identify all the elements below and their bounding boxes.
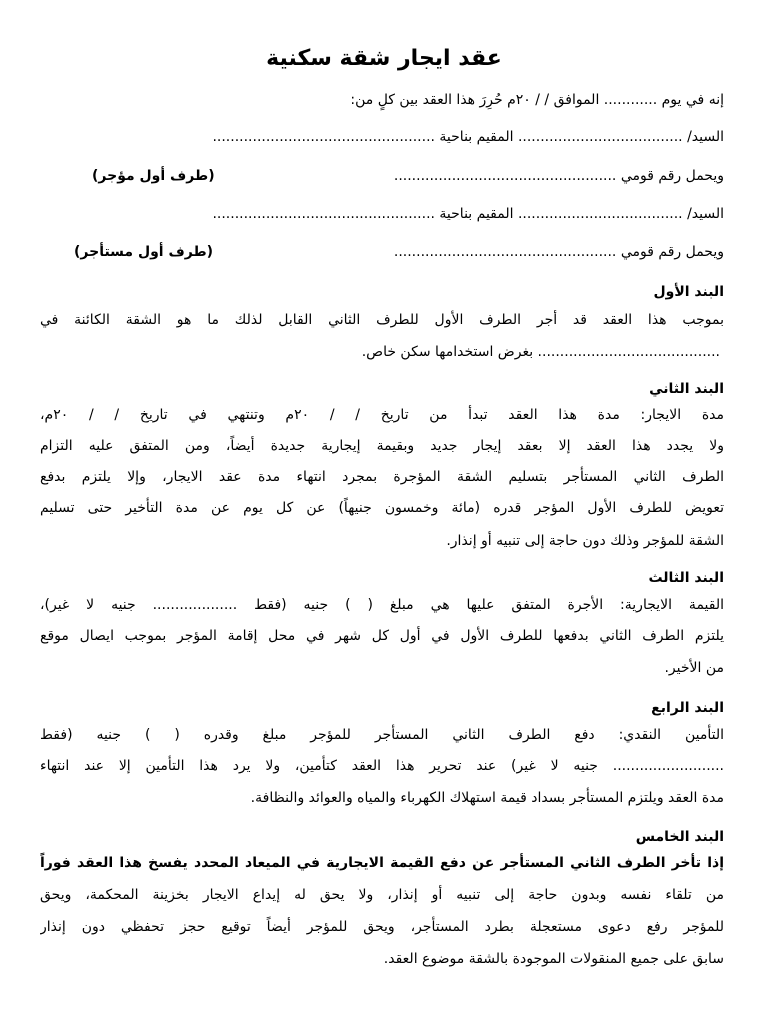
clause-1-line: ......................................... بغرض استخدامها سكن خاص.: [361, 344, 720, 360]
clause-2-heading: البند الثاني: [649, 381, 724, 397]
party-one-role: (طرف أول مؤجر): [92, 168, 215, 184]
clause-3-line: يلتزم الطرف الثاني بدفعها للطرف الأول في أول كل شهر في محل إقامة المؤجر بموجب ايصال موقع: [40, 628, 724, 644]
party-one-name-line: السيد/ ..................................... المقيم بناحية ..................................................: [212, 129, 724, 145]
intro-date-line: إنه في يوم ............ الموافق / / ٢٠م حُرِرَ هذا العقد بين كلٍ من:: [350, 92, 724, 108]
clause-4-line: ......................... جنيه لا غير) عند تحرير هذا العقد كتأمين، ولا يرد هذا التأمين إلا عند انتهاء: [40, 758, 724, 774]
clause-4-line: مدة العقد ويلتزم المستأجر بسداد قيمة استهلاك الكهرباء والمياه والعوائد والنظافة.: [250, 790, 724, 806]
clause-3-heading: البند الثالث: [648, 570, 724, 586]
document-title: عقد ايجار شقة سكنية: [266, 46, 502, 71]
clause-5-line: للمؤجر رفع دعوى مستعجلة بطرد المستأجر، ويحق للمؤجر أيضاً توقيع حجز تحفظي دون إنذار: [40, 919, 724, 935]
party-one-id-line: ويحمل رقم قومي ..................................................: [393, 168, 724, 184]
clause-2-line: ولا يجدد هذا العقد إلا بعقد إيجار جديد وبقيمة إيجارية جديدة أيضاً، ومن المتفق عليه التزام: [40, 438, 724, 454]
clause-3-line: القيمة الايجارية: الأجرة المتفق عليها هي مبلغ ( ) جنيه (فقط ................... جنيه لا غير)،: [40, 597, 724, 613]
clause-2-line: تعويض للطرف الأول المؤجر قدره (مائة وخمسون جنيهاً) عن كل يوم عن مدة التأخير حتى تسليم: [40, 500, 724, 516]
clause-5-line: من تلقاء نفسه وبدون حاجة إلى تنبيه أو إنذار، ولا يحق له إيداع الايجار بخزينة المحكمة، ويحق: [40, 887, 724, 903]
party-two-role: (طرف أول مستأجر): [74, 244, 214, 260]
clause-2-line: الشقة للمؤجر وذلك دون حاجة إلى تنبيه أو إنذار.: [446, 533, 724, 549]
party-two-name-line: السيد/ ..................................... المقيم بناحية ..................................................: [212, 206, 724, 222]
clause-5-line: إذا تأخر الطرف الثاني المستأجر عن دفع القيمة الايجارية في الميعاد المحدد يفسخ هذا العقد فوراً: [40, 855, 724, 871]
clause-1-line: بموجب هذا العقد قد أجر الطرف الأول للطرف الثاني القابل لذلك ما هو الشقة الكائنة في: [40, 312, 724, 328]
clause-4-line: التأمين النقدي: دفع الطرف الثاني المستأجر للمؤجر مبلغ وقدره ( ) جنيه (فقط: [40, 727, 724, 743]
clause-2-line: الطرف الثاني المستأجر بتسليم الشقة المؤجرة بمجرد انتهاء مدة عقد الايجار، وإلا يلتزم بدفع: [40, 469, 724, 485]
clause-1-heading: البند الأول: [653, 284, 724, 300]
clause-5-heading: البند الخامس: [635, 829, 724, 845]
clause-4-heading: البند الرابع: [651, 700, 724, 716]
clause-3-line: من الأخير.: [664, 660, 724, 676]
party-two-id-line: ويحمل رقم قومي ..................................................: [393, 244, 724, 260]
clause-2-line: مدة الايجار: مدة هذا العقد تبدأ من تاريخ / / ٢٠م وتنتهي في تاريخ / / ٢٠م،: [40, 407, 724, 423]
clause-5-line: سابق على جميع المنقولات الموجودة بالشقة موضوع العقد.: [383, 951, 724, 967]
